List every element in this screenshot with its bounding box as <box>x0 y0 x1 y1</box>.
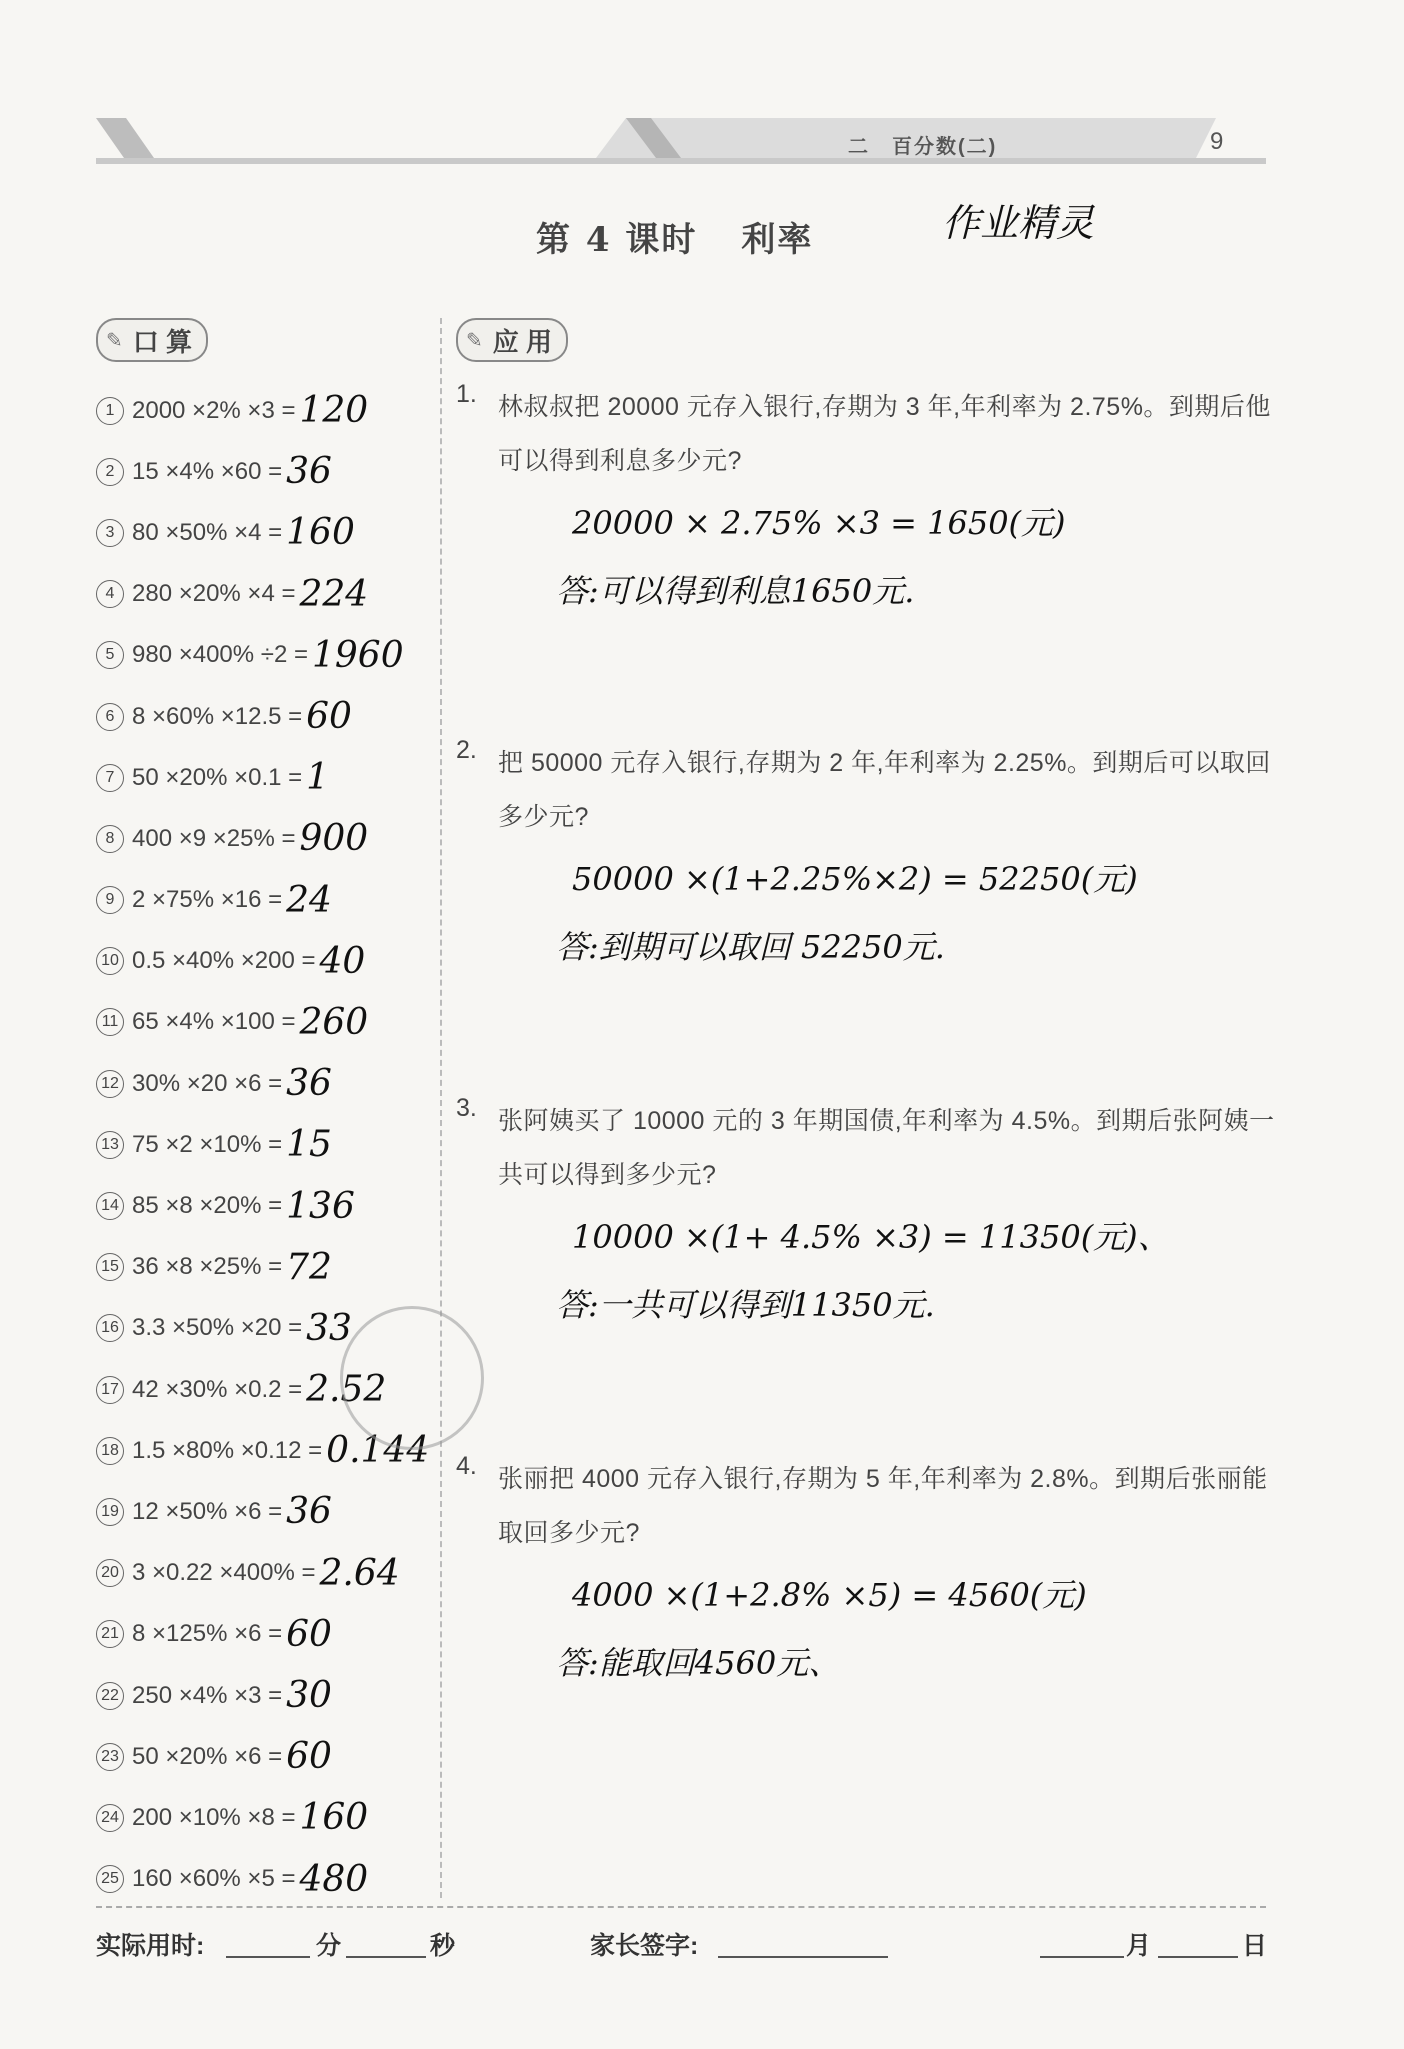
day-field[interactable] <box>1158 1926 1238 1958</box>
handwritten-answer: 答:一共可以得到11350元. <box>556 1286 935 1324</box>
time-label: 实际用时: <box>96 1932 205 1960</box>
calc-expression: 200 ×10% ×8 = <box>132 1803 296 1831</box>
item-number: 23 <box>96 1743 124 1771</box>
calc-row <box>96 625 436 686</box>
lesson-name: 利率 <box>741 220 814 260</box>
item-number: 5 <box>96 641 124 669</box>
calc-row <box>96 808 436 869</box>
minutes-field[interactable] <box>226 1926 310 1958</box>
item-number: 21 <box>96 1620 124 1648</box>
problem-number: 1. <box>456 380 477 408</box>
problem-number: 2. <box>456 736 477 764</box>
cartoon-icon: ✎ <box>466 329 483 352</box>
handwritten-answer: 160 <box>299 1797 369 1839</box>
handwritten-work: 4000 ×(1+2.8% ×5) = 4560(元) <box>572 1576 1087 1614</box>
calc-row <box>96 1114 436 1175</box>
handwritten-answer: 60 <box>306 696 352 738</box>
handwritten-tag: 作业精灵 <box>942 201 1095 245</box>
calc-row <box>96 1726 436 1787</box>
item-number: 11 <box>96 1008 124 1036</box>
parent-sign-label: 家长签字: <box>590 1932 699 1960</box>
header-section-title: 二 百分数(二) <box>848 136 998 158</box>
handwritten-work: 10000 ×(1+ 4.5% ×3) = 11350(元)、 <box>572 1218 1170 1256</box>
calc-row <box>96 1053 436 1114</box>
calc-row <box>96 1481 436 1542</box>
handwritten-answer: 480 <box>299 1858 369 1900</box>
calc-row <box>96 686 436 747</box>
calc-row <box>96 870 436 931</box>
item-number: 16 <box>96 1314 124 1342</box>
handwritten-answer: 120 <box>299 390 369 432</box>
item-number: 8 <box>96 825 124 853</box>
item-number: 4 <box>96 580 124 608</box>
item-number: 6 <box>96 703 124 731</box>
section-label-mental: ✎ 口 算 <box>96 318 208 362</box>
calc-row <box>96 564 436 625</box>
handwritten-answer: 24 <box>286 879 332 921</box>
footer-divider <box>96 1906 1266 1908</box>
calc-expression: 2 ×75% ×16 = <box>132 886 283 914</box>
calc-expression: 50 ×20% ×0.1 = <box>132 763 303 791</box>
item-number: 18 <box>96 1437 124 1465</box>
item-number: 20 <box>96 1559 124 1587</box>
handwritten-answer: 36 <box>286 451 332 493</box>
calc-expression: 400 ×9 ×25% = <box>132 824 296 852</box>
handwritten-answer: 1960 <box>311 634 404 676</box>
calc-expression: 160 ×60% ×5 = <box>132 1865 296 1893</box>
calc-row <box>96 747 436 808</box>
handwritten-answer: 40 <box>319 940 366 982</box>
problem-text: 张阿姨买了 10000 元的 3 年期国债,年利率为 4.5%。到期后张阿姨一共可以得到多少元? <box>498 1107 1275 1189</box>
handwritten-answer: 0.144 <box>326 1430 430 1472</box>
calc-row <box>96 1604 436 1665</box>
second-label: 秒 <box>430 1932 456 1960</box>
handwritten-answer: 72 <box>286 1246 332 1288</box>
problem-text: 张丽把 4000 元存入银行,存期为 5 年,年利率为 2.8%。到期后张丽能取回多少元? <box>498 1465 1268 1547</box>
calc-expression: 36 ×8 ×25% = <box>132 1253 283 1281</box>
handwritten-answer: 224 <box>299 573 369 615</box>
calc-row <box>96 441 436 502</box>
day-label: 日 <box>1242 1932 1268 1960</box>
handwritten-answer: 30 <box>286 1675 332 1717</box>
item-number: 12 <box>96 1070 124 1098</box>
column-divider <box>440 318 442 1898</box>
item-number: 14 <box>96 1192 124 1220</box>
calc-expression: 8 ×60% ×12.5 = <box>132 702 303 730</box>
item-number: 3 <box>96 519 124 547</box>
calc-row <box>96 1543 436 1604</box>
calc-expression: 30% ×20 ×6 = <box>132 1069 283 1097</box>
lesson-title <box>536 212 813 261</box>
calc-expression: 50 ×20% ×6 = <box>132 1742 283 1770</box>
problem-text: 把 50000 元存入银行,存期为 2 年,年利率为 2.25%。到期后可以取回多少元? <box>498 749 1271 831</box>
item-number: 22 <box>96 1682 124 1710</box>
handwritten-answer: 900 <box>299 818 369 860</box>
handwritten-answer: 1 <box>306 757 330 799</box>
handwritten-answer: 2.52 <box>306 1369 387 1411</box>
lesson-prefix: 第 4 课时 <box>536 220 698 260</box>
item-number: 7 <box>96 764 124 792</box>
item-number: 19 <box>96 1498 124 1526</box>
seconds-field[interactable] <box>346 1926 426 1958</box>
handwritten-work: 50000 ×(1+2.25%×2) = 52250(元) <box>572 860 1138 898</box>
handwritten-answer: 答:能取回4560元、 <box>556 1644 841 1682</box>
calc-row <box>96 380 436 441</box>
minute-label: 分 <box>316 1932 342 1960</box>
calc-expression: 1.5 ×80% ×0.12 = <box>132 1436 323 1464</box>
calc-row <box>96 1175 436 1236</box>
handwritten-answer: 答:到期可以取回 52250元. <box>556 928 945 966</box>
handwritten-answer: 15 <box>286 1124 332 1166</box>
calc-expression: 65 ×4% ×100 = <box>132 1008 296 1036</box>
handwritten-work: 20000 × 2.75% ×3 = 1650(元) <box>572 504 1066 542</box>
section-label-apply: ✎ 应 用 <box>456 318 568 362</box>
month-field[interactable] <box>1040 1926 1124 1958</box>
handwritten-answer: 136 <box>286 1185 355 1227</box>
calc-expression: 3.3 ×50% ×20 = <box>132 1314 303 1342</box>
calc-expression: 80 ×50% ×4 = <box>132 518 283 546</box>
calc-expression: 8 ×125% ×6 = <box>132 1620 283 1648</box>
calc-row <box>96 992 436 1053</box>
calc-row <box>96 931 436 992</box>
footer <box>96 1926 1266 1966</box>
calc-row <box>96 1237 436 1298</box>
handwritten-answer: 60 <box>286 1736 332 1778</box>
calc-expression: 85 ×8 ×20% = <box>132 1192 283 1220</box>
calc-expression: 42 ×30% ×0.2 = <box>132 1375 303 1403</box>
stamp-watermark <box>340 1306 484 1450</box>
calc-expression: 75 ×2 ×10% = <box>132 1130 283 1158</box>
problem-number: 4. <box>456 1452 477 1480</box>
problem-text: 林叔叔把 20000 元存入银行,存期为 3 年,年利率为 2.75%。到期后他可以得到利息多少元? <box>498 393 1271 475</box>
calc-row <box>96 1787 436 1848</box>
calc-expression: 250 ×4% ×3 = <box>132 1681 283 1709</box>
item-number: 10 <box>96 947 124 975</box>
calc-row <box>96 1665 436 1726</box>
month-label: 月 <box>1126 1932 1152 1960</box>
calc-list <box>96 380 436 1910</box>
handwritten-answer: 60 <box>286 1613 332 1655</box>
calc-expression: 0.5 ×40% ×200 = <box>132 947 316 975</box>
calc-expression: 12 ×50% ×6 = <box>132 1497 283 1525</box>
item-number: 1 <box>96 397 124 425</box>
item-number: 25 <box>96 1865 124 1893</box>
item-number: 13 <box>96 1131 124 1159</box>
calc-expression: 2000 ×2% ×3 = <box>132 396 296 424</box>
handwritten-answer: 36 <box>286 1491 332 1533</box>
calc-expression: 15 ×4% ×60 = <box>132 457 283 485</box>
page-number: 9 <box>1210 128 1224 155</box>
item-number: 2 <box>96 458 124 486</box>
handwritten-answer: 答:可以得到利息1650元. <box>556 572 915 610</box>
calc-expression: 280 ×20% ×4 = <box>132 580 296 608</box>
calc-row <box>96 1849 436 1910</box>
handwritten-answer: 33 <box>306 1307 352 1349</box>
item-number: 17 <box>96 1376 124 1404</box>
header-band <box>96 118 1266 166</box>
item-number: 9 <box>96 886 124 914</box>
calc-expression: 3 ×0.22 ×400% = <box>132 1559 316 1587</box>
problem-number: 3. <box>456 1094 477 1122</box>
item-number: 15 <box>96 1253 124 1281</box>
calc-expression: 980 ×400% ÷2 = <box>132 641 308 669</box>
calc-row <box>96 502 436 563</box>
handwritten-answer: 160 <box>286 512 355 554</box>
handwritten-answer: 260 <box>299 1001 369 1043</box>
parent-sign-field[interactable] <box>718 1926 888 1958</box>
handwritten-answer: 2.64 <box>319 1552 400 1594</box>
handwritten-answer: 36 <box>286 1063 332 1105</box>
item-number: 24 <box>96 1804 124 1832</box>
cartoon-icon: ✎ <box>106 329 123 352</box>
